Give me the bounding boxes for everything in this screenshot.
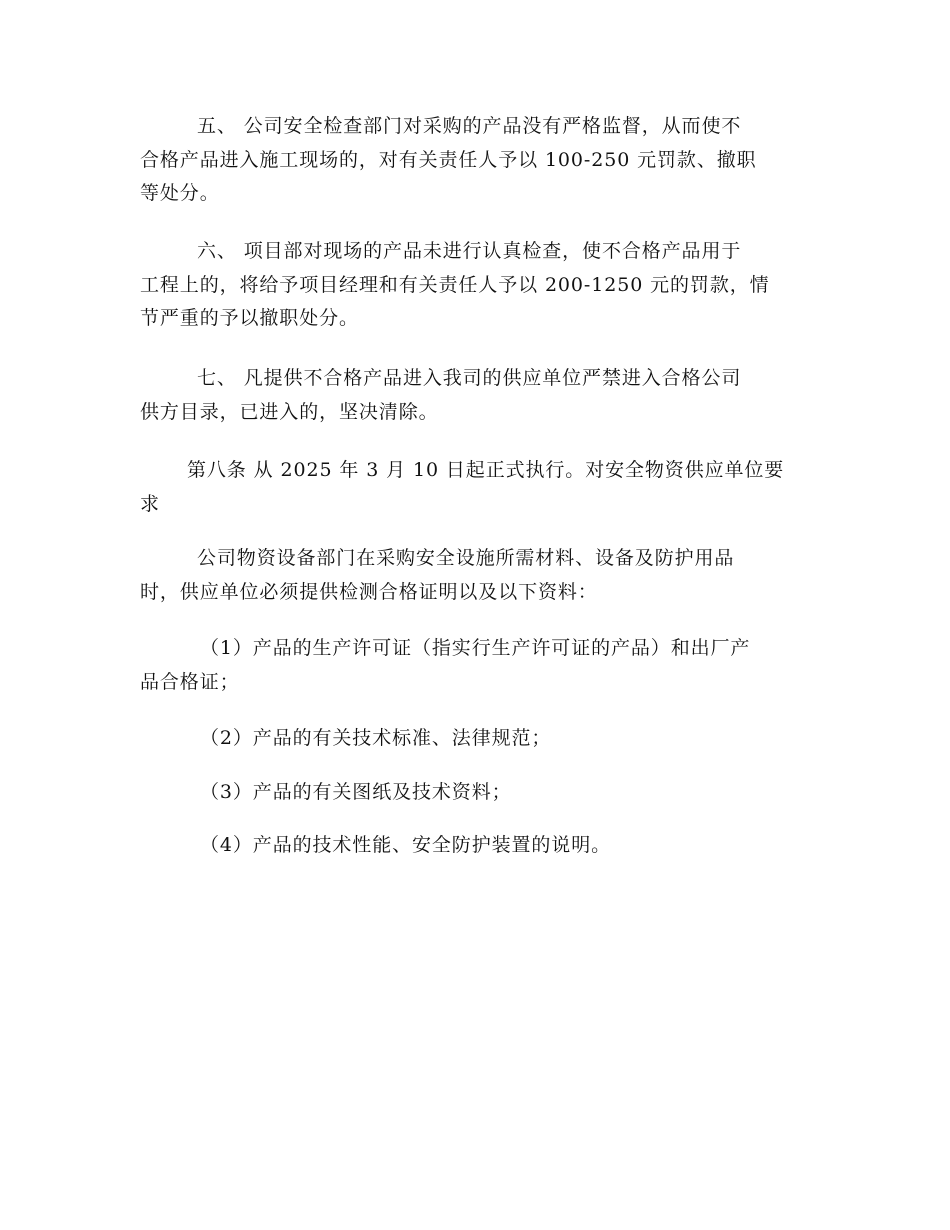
paragraph-five-line-1: 五、 公司安全检查部门对采购的产品没有严格监督，从而使不 <box>197 115 742 137</box>
paragraph-six-line-1: 六、 项目部对现场的产品未进行认真检查，使不合格产品用于 <box>197 240 742 262</box>
paragraph-five-line-2: 合格产品进入施工现场的，对有关责任人予以 100-250 元罚款、撤职 <box>140 148 757 171</box>
paragraph-five-line-3: 等处分。 <box>140 182 220 204</box>
list-item-2 <box>140 722 805 756</box>
intro-paragraph <box>140 542 805 609</box>
article-eight-line-1: 第八条 从 2025 年 3 月 10 日起正式执行。对安全物资供应单位要 <box>187 459 785 481</box>
article-eight-line-2: 求 <box>140 492 160 515</box>
list-item-4 <box>140 829 805 863</box>
list-item-3 <box>140 776 805 810</box>
intro-line-2: 时，供应单位必须提供检测合格证明以及以下资料： <box>140 580 598 603</box>
paragraph-six <box>140 235 805 336</box>
intro-line-1: 公司物资设备部门在采购安全设施所需材料、设备及防护用品 <box>197 547 735 569</box>
paragraph-seven-line-2: 供方目录，已进入的，坚决清除。 <box>140 400 439 423</box>
list-item-2-line-1: （2）产品的有关技术标准、法律规范； <box>200 727 552 749</box>
paragraph-five <box>140 110 805 211</box>
list-item-1 <box>140 632 805 699</box>
paragraph-seven <box>140 362 805 429</box>
paragraph-seven-line-1: 七、 凡提供不合格产品进入我司的供应单位严禁进入合格公司 <box>197 367 742 389</box>
list-item-4-line-1: （4）产品的技术性能、安全防护装置的说明。 <box>200 834 611 856</box>
list-item-3-line-1: （3）产品的有关图纸及技术资料； <box>200 781 512 803</box>
list-item-1-line-1: （1）产品的生产许可证（指实行生产许可证的产品）和出厂产 <box>200 637 751 659</box>
paragraph-six-line-3: 节严重的予以撤职处分。 <box>140 307 359 329</box>
list-item-1-line-2: 品合格证； <box>140 670 240 693</box>
paragraph-six-line-2: 工程上的，将给予项目经理和有关责任人予以 200-1250 元的罚款，情 <box>140 273 770 296</box>
article-eight <box>140 454 805 521</box>
